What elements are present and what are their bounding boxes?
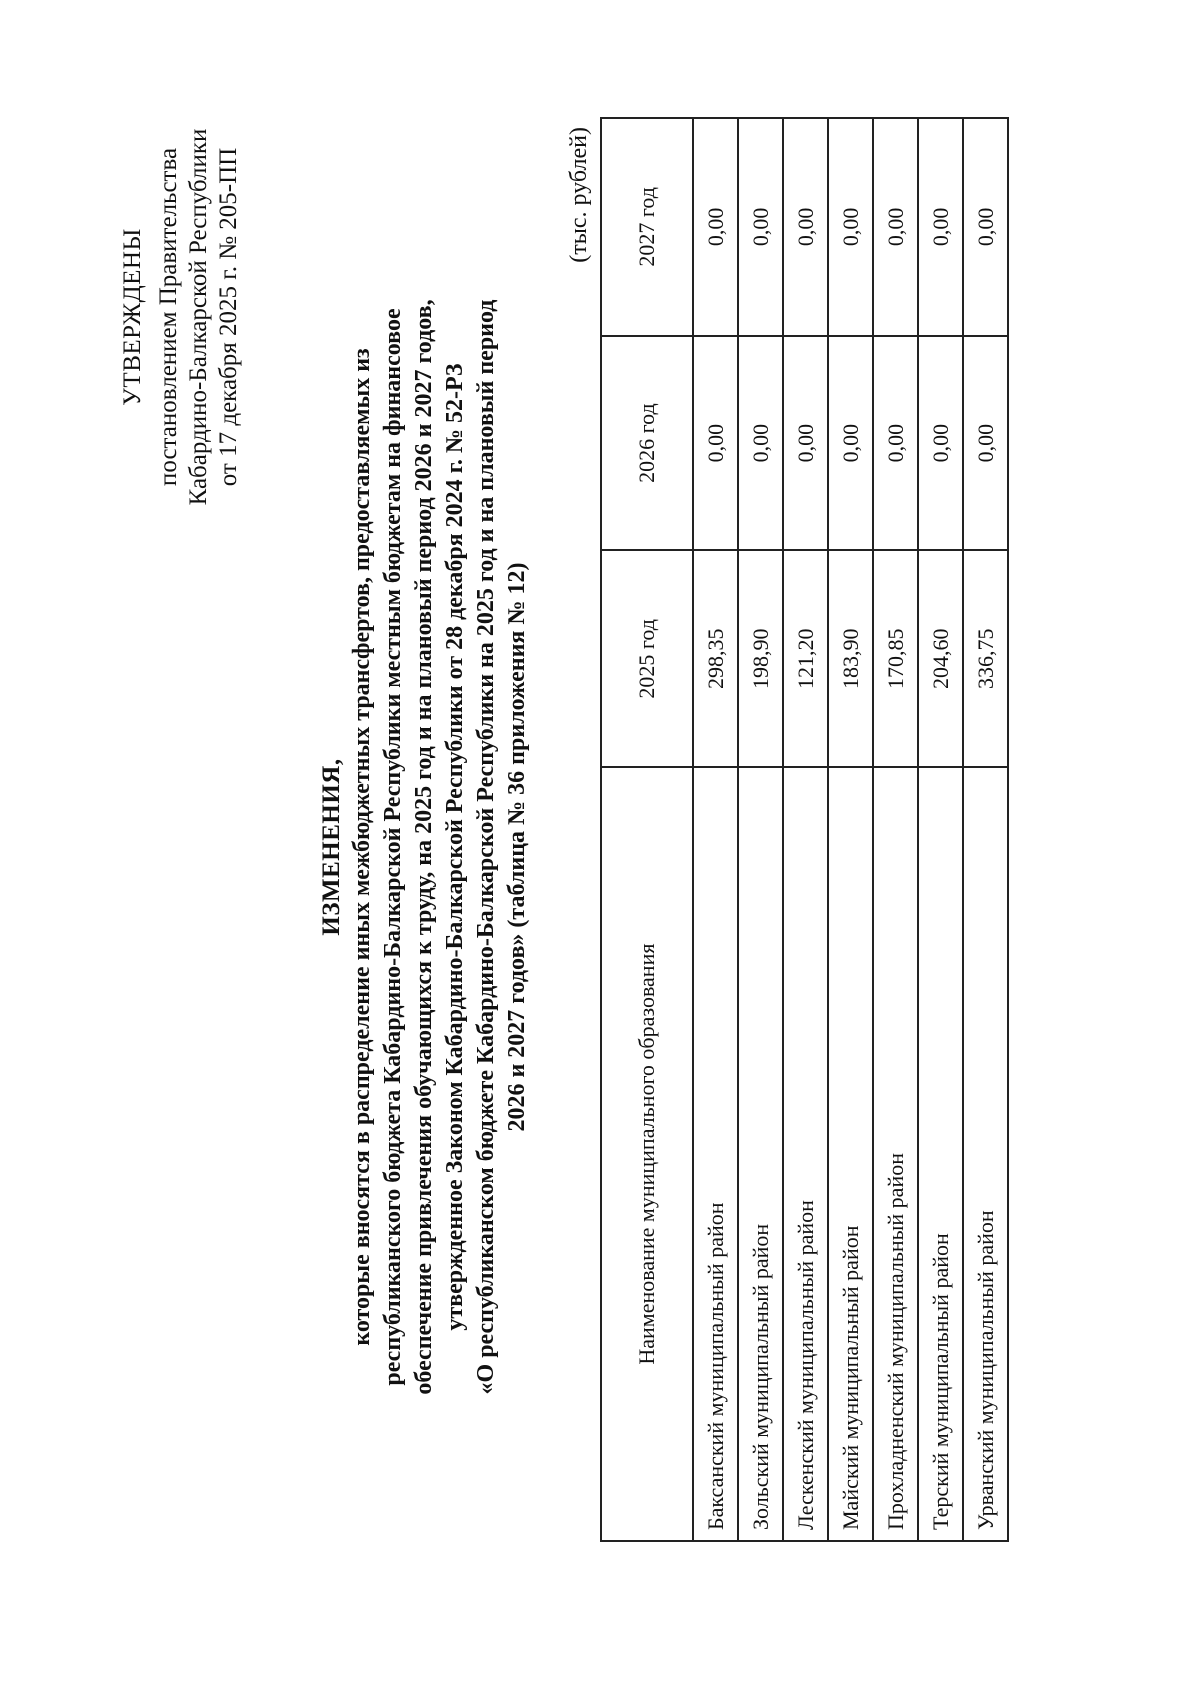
table-header-row (601, 118, 693, 1541)
cell-2026: 0,00 (918, 336, 963, 551)
cell-municipality: Лескенский муниципальный район (783, 767, 828, 1541)
cell-2025: 204,60 (918, 550, 963, 767)
cell-2025: 183,90 (828, 550, 873, 767)
header-2027: 2027 год (601, 118, 693, 336)
cell-municipality: Баксанский муниципальный район (693, 767, 738, 1541)
approval-line-1: постановлением Правительства (155, 147, 182, 487)
cell-2025: 298,35 (693, 550, 738, 767)
cell-2026: 0,00 (783, 336, 828, 551)
table-row (738, 118, 783, 1541)
cell-2025: 121,20 (783, 550, 828, 767)
cell-2027: 0,00 (918, 118, 963, 336)
table-row (783, 118, 828, 1541)
cell-2026: 0,00 (738, 336, 783, 551)
title-line: «О республиканском бюджете Кабардино-Балкарской Республики на 2025 год и на плановый период (473, 299, 499, 1395)
cell-2025: 170,85 (873, 550, 918, 767)
header-2025: 2025 год (601, 550, 693, 767)
cell-2026: 0,00 (963, 336, 1008, 551)
title-line: утвержденное Законом Кабардино-Балкарской Республики от 28 декабря 2024 г. № 52-РЗ (442, 363, 468, 1331)
table-row (828, 118, 873, 1541)
cell-2027: 0,00 (873, 118, 918, 336)
cell-2027: 0,00 (693, 118, 738, 336)
table-row (918, 118, 963, 1541)
cell-municipality: Урванский муниципальный район (963, 767, 1008, 1541)
approval-heading: УТВЕРЖДЕНЫ (119, 228, 146, 406)
cell-municipality: Зольский муниципальный район (738, 767, 783, 1541)
header-municipality: Наименование муниципального образования (601, 767, 693, 1541)
cell-municipality: Майский муниципальный район (828, 767, 873, 1541)
cell-2026: 0,00 (828, 336, 873, 551)
title-line: 2026 и 2027 годов» (таблица № 36 приложения № 12) (504, 562, 530, 1132)
title-main: ИЗМЕНЕНИЯ, (318, 758, 345, 936)
cell-2027: 0,00 (828, 118, 873, 336)
cell-2027: 0,00 (963, 118, 1008, 336)
cell-2026: 0,00 (873, 336, 918, 551)
table-row (873, 118, 918, 1541)
unit-label: (тыс. рублей) (566, 127, 592, 263)
cell-municipality: Терский муниципальный район (918, 767, 963, 1541)
title-line: которые вносятся в распределение иных межбюджетных трансфертов, предоставляемых из (349, 348, 375, 1346)
document-title (316, 177, 533, 1517)
table-row (693, 118, 738, 1541)
title-line: республиканского бюджета Кабардино-Балкарской Республики местным бюджетам на финансовое (380, 308, 406, 1386)
cell-2026: 0,00 (693, 336, 738, 551)
approval-stamp (118, 37, 244, 597)
transfers-table (600, 117, 1009, 1542)
cell-2025: 336,75 (963, 550, 1008, 767)
title-line: обеспечение привлечения обучающихся к труду, на 2025 год и на плановый период 2026 и 2027 годов, (411, 299, 437, 1395)
approval-line-3: от 17 декабря 2025 г. № 205-ПП (215, 147, 242, 487)
table-row (963, 118, 1008, 1541)
approval-line-2: Кабардино-Балкарской Республики (185, 128, 212, 506)
cell-2027: 0,00 (738, 118, 783, 336)
cell-2027: 0,00 (783, 118, 828, 336)
cell-municipality: Прохладненский муниципальный район (873, 767, 918, 1541)
header-2026: 2026 год (601, 336, 693, 551)
cell-2025: 198,90 (738, 550, 783, 767)
